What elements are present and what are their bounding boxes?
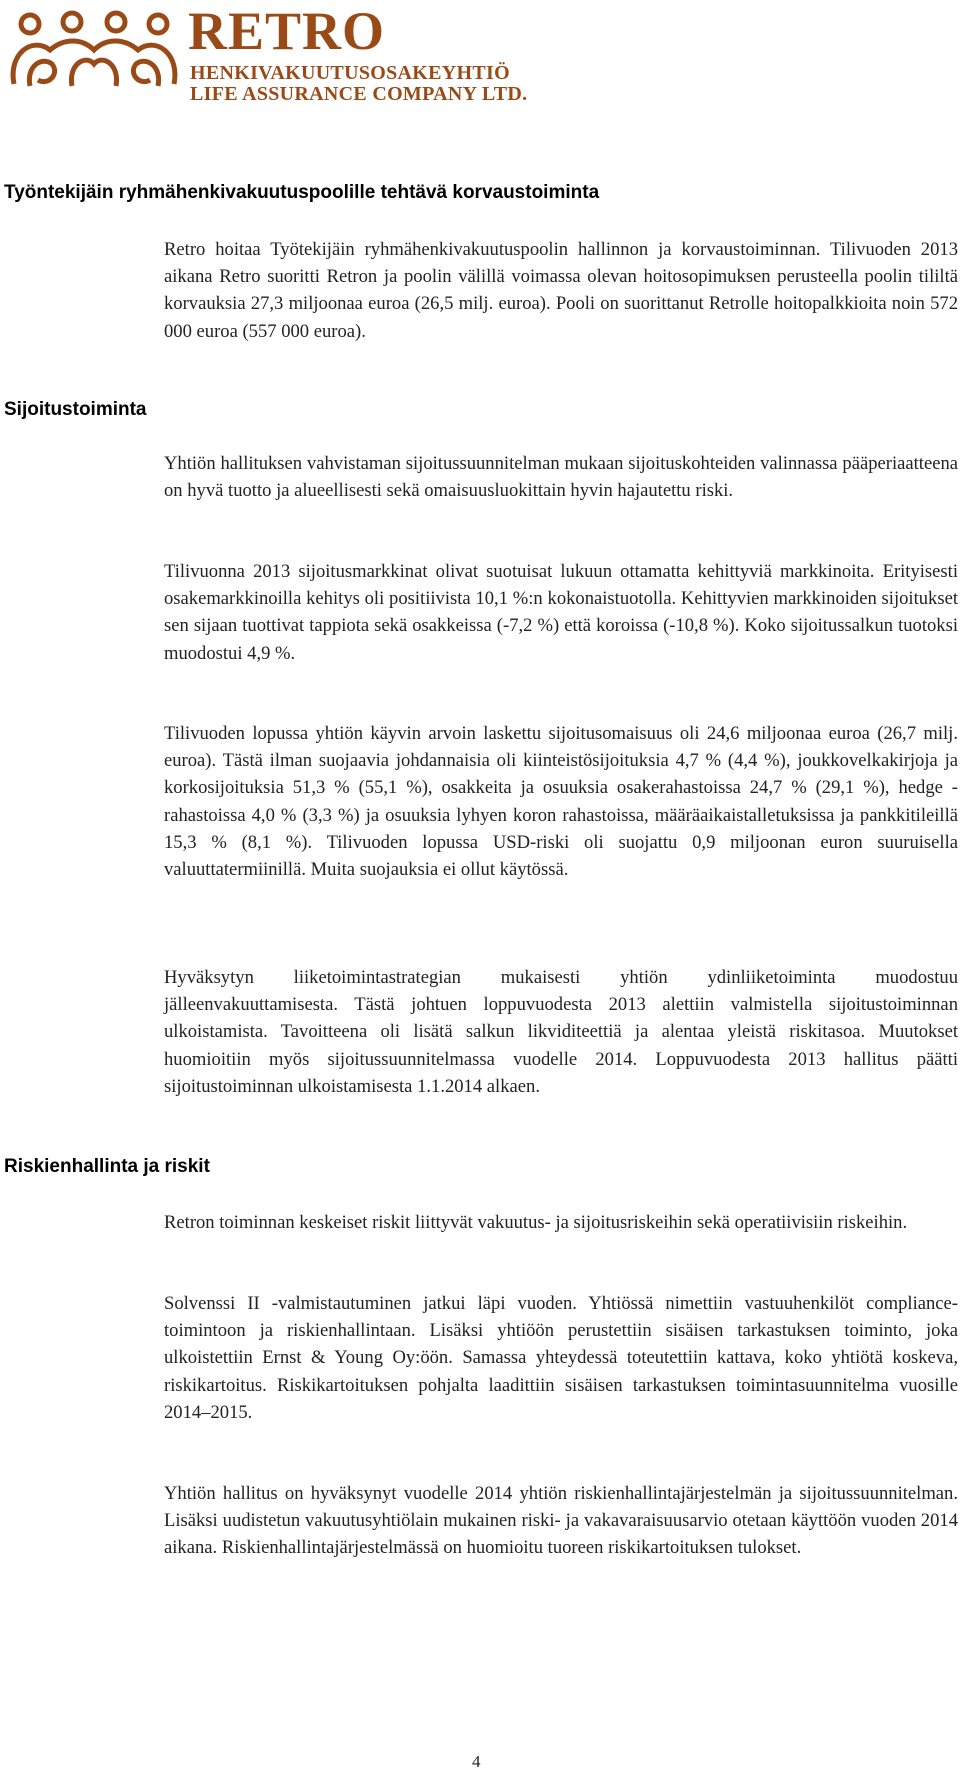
section-title-investment: Sijoitustoiminta <box>4 399 147 420</box>
paragraph-investment-assets: Tilivuoden lopussa yhtiön käyvin arvoin laskettu sijoitusomaisuus oli 24,6 miljoonaa euroa (26,7 milj. euroa). Tästä ilman suojaavia johdannaisia oli kiinteistösijoituksia 4,7 % (4,4 %), joukkovelkakirjoja ja korkosijoituksia 51,3 % (55,1 %), osakkeita ja osuuksia osakerahastoissa 24,7 % (29,1 %), hedge - rahastoissa 4,0 % (3,3 %) ja osuuksia lyhyen koron rahastoissa, määräaikaistalletuksissa ja pankkitileillä 15,3 % (8,1 %). Tilivuoden lopussa USD-riski oli suojattu 0,9 miljoonan euron suuruisella valuuttatermiinillä. Muita suojauksia ei ollut käytössä. <box>164 723 958 881</box>
paragraph-risk-board: Yhtiön hallitus on hyväksynyt vuodelle 2014 yhtiön riskienhallintajärjestelmän ja sijoitussuunnitelman. Lisäksi uudistetun vakuutusyhtiölain mukainen riski- ja vakavaraisuusarvio otetaan käyttöön vuoden 2014 aikana. Riskienhallintajärjestelmässä on huomioitu tuoreen riskikartoituksen tulokset. <box>164 1483 958 1559</box>
paragraph-risk-solvency: Solvenssi II -valmistautuminen jatkui läpi vuoden. Yhtiössä nimettiin vastuuhenkilöt compliance-toimintoon ja riskienhallintaan. Lisäksi yhtiöön perustettiin sisäisen tarkastuksen toiminto, joka ulkoistettiin Ernst & Young Oy:öön. Samassa yhteydessä toteutettiin kattava, koko yhtiötä koskeva, riskikartoitus. Riskikartoituksen pohjalta laadittiin sisäisen tarkastuksen toimintasuunnitelma vuosille 2014–2015. <box>164 1293 958 1423</box>
section-title-risk: Riskienhallinta ja riskit <box>4 1156 210 1177</box>
page-number: 4 <box>472 1752 481 1771</box>
brand-subtitle-finnish: HENKIVAKUUTUSOSAKEYHTIÖ <box>190 62 510 84</box>
brand-name: RETRO <box>188 1 386 61</box>
linked-people-logo-icon <box>8 10 180 90</box>
brand-subtitle-english: LIFE ASSURANCE COMPANY LTD. <box>190 83 528 105</box>
paragraph-investment-markets: Tilivuonna 2013 sijoitusmarkkinat olivat suotuisat lukuun ottamatta kehittyviä markkinoita. Erityisesti osakemarkkinoilla kehitys oli positiivista 10,1 %:n kokonaistuotolla. Kehittyvien markkinoiden sijoitukset sen sijaan tuottivat tappiota sekä osakkeissa (-7,2 %) että koroissa (-10,8 %). Koko sijoitussalkun tuotoksi muodostui 4,9 %. <box>164 561 958 664</box>
paragraph-investment-strategy: Hyväksytyn liiketoimintastrategian mukaisesti yhtiön ydinliiketoiminta muodostuu jälleenvakuuttamisesta. Tästä johtuen loppuvuodesta 2013 alettiin valmistella sijoitustoiminnan ulkoistamista. Tavoitteena oli lisätä salkun likviditeettiä ja alentaa yleistä riskitasoa. Muutokset huomioitiin myös sijoitussuunnitelmassa vuodelle 2014. Loppuvuodesta 2013 hallitus päätti sijoitustoiminnan ulkoistamisesta 1.1.2014 alkaen. <box>164 967 958 1097</box>
paragraph-investment-plan: Yhtiön hallituksen vahvistaman sijoitussuunnitelman mukaan sijoituskohteiden valinnassa pääperiaatteena on hyvä tuotto ja alueellisesti sekä omaisuusluokittain hyvin hajautettu riski. <box>164 453 958 502</box>
section-title-claims: Työntekijäin ryhmähenkivakuutuspoolille tehtävä korvaustoiminta <box>4 182 600 203</box>
company-logo <box>8 1 528 106</box>
paragraph-risk-main: Retron toiminnan keskeiset riskit liittyvät vakuutus- ja sijoitusriskeihin sekä operatiivisiin riskeihin. <box>164 1212 908 1233</box>
paragraph-claims: Retro hoitaa Työtekijäin ryhmähenkivakuutuspoolin hallinnon ja korvaustoiminnan. Tilivuoden 2013 aikana Retro suoritti Retron ja poolin välillä voimassa olevan hoitosopimuksen perusteella poolin tililtä korvauksia 27,3 miljoonaa euroa (26,5 milj. euroa). Pooli on suorittanut Retrolle hoitopalkkioita noin 572 000 euroa (557 000 euroa). <box>164 239 958 342</box>
